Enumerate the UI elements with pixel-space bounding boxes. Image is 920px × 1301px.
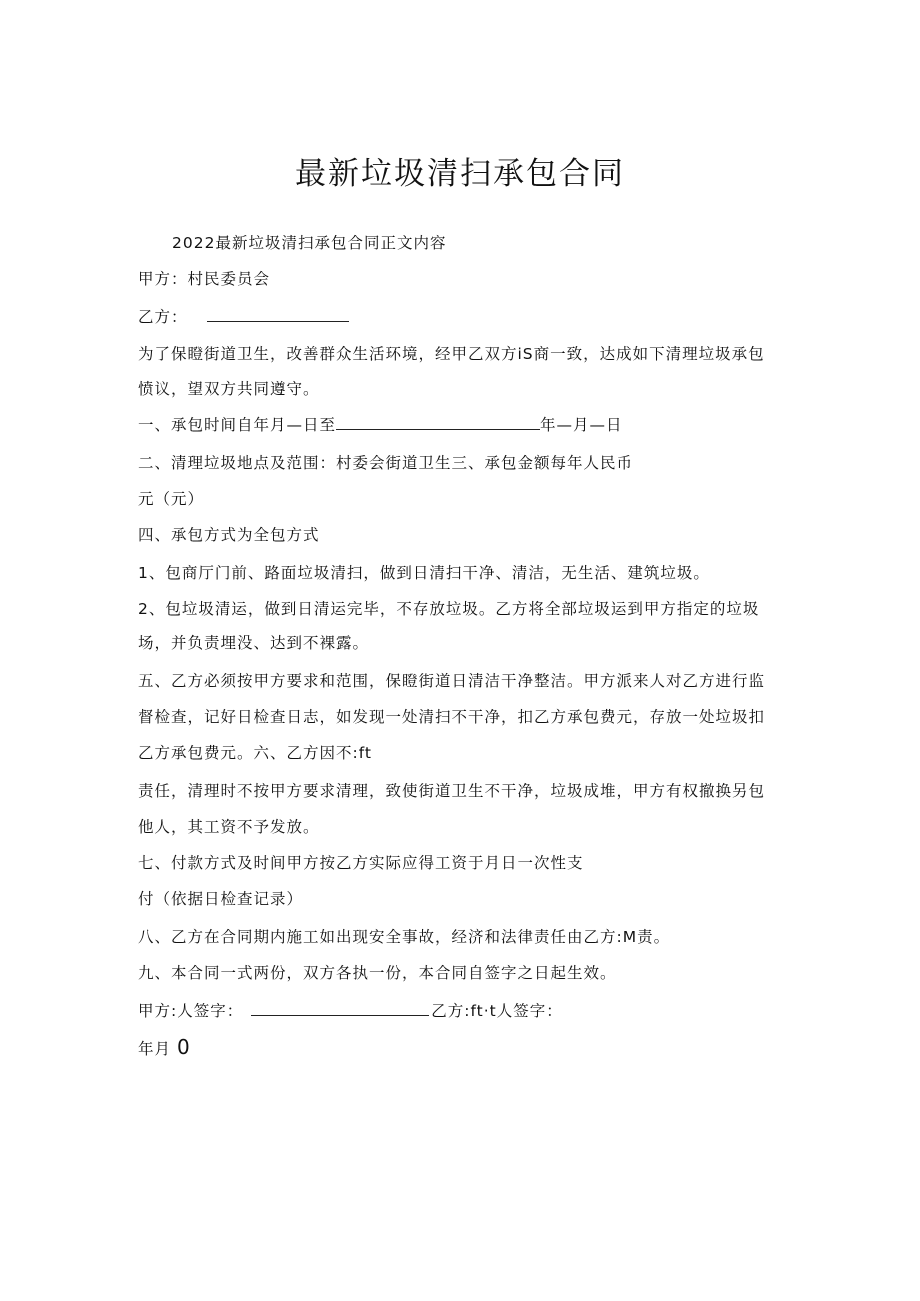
date-mark: 0 — [176, 1035, 191, 1059]
clause-4-line: 四、承包方式为全包方式 — [138, 526, 320, 544]
intro-line-1: 为了保瞪街道卫生，改善群众生活环境，经甲乙双方iS商一致，达成如下清理垃圾承包 — [138, 345, 765, 363]
date-line — [138, 1036, 788, 1060]
clause-6-line-1: 责任，清理时不按甲方要求清理，致使街道卫生不干净，垃圾成堆，甲方有权撤换另包 — [138, 782, 766, 800]
signature-party-a-blank — [251, 1001, 429, 1016]
signature-party-a-label: 甲方:人签字： — [138, 1002, 244, 1020]
clause-9-line: 九、本合同一式两份，双方各执一份，本合同自签字之日起生效。 — [138, 964, 617, 982]
clause-1-blank — [336, 415, 540, 430]
party-b-blank — [207, 307, 349, 322]
clause-1-end: 年—月—日 — [540, 416, 623, 434]
party-a-line: 甲方：村民委员会 — [138, 270, 271, 288]
clause-5-line-2: 督检查，记好日检查日志，如发现一处清扫不干净，扣乙方承包费元，存放一处垃圾扣 — [138, 708, 766, 726]
clause-1-line — [138, 414, 788, 436]
item-2-line-1: 2、包垃圾清运，做到日清运完毕，不存放垃圾。乙方将全部垃圾运到甲方指定的垃圾 — [138, 600, 760, 618]
document-subtitle: 2022最新垃圾清扫承包合同正文内容 — [172, 234, 447, 252]
document-title: 最新垃圾清扫承包合同 — [295, 156, 625, 192]
signature-line — [138, 1000, 788, 1022]
item-1-line: 1、包商厅门前、路面垃圾清扫，做到日清扫干净、清洁，无生活、建筑垃圾。 — [138, 564, 710, 582]
party-b-label: 乙方： — [138, 308, 188, 326]
clause-7-line-2: 付（依据日检查记录） — [138, 890, 304, 908]
clause-5-line-3: 乙方承包费元。六、乙方因不:ft — [138, 744, 372, 762]
clause-2-line: 二、清理垃圾地点及范围：村委会街道卫生三、承包金额每年人民币 — [138, 454, 634, 472]
item-2-line-2: 场，并负责埋没、达到不裸露。 — [138, 634, 370, 652]
date-label: 年月 — [138, 1040, 172, 1058]
clause-5-line-1: 五、乙方必须按甲方要求和范围，保瞪街道日清洁干净整洁。甲方派来人对乙方进行监 — [138, 672, 766, 690]
clause-1-start: 一、承包时间自年月—日至 — [138, 416, 337, 434]
clause-2-unit: 元（元） — [138, 490, 205, 508]
party-b-line — [138, 306, 788, 328]
intro-line-2: 愤议，望双方共同遵守。 — [138, 380, 320, 398]
clause-6-line-2: 他人，其工资不予发放。 — [138, 818, 320, 836]
clause-7-line-1: 七、付款方式及时间甲方按乙方实际应得工资于月日一次性支 — [138, 854, 584, 872]
clause-8-line: 八、乙方在合同期内施工如出现安全事故，经济和法律责任由乙方:M责。 — [138, 928, 671, 946]
signature-party-b-label: 乙方:ft·t人签字： — [431, 1002, 563, 1020]
